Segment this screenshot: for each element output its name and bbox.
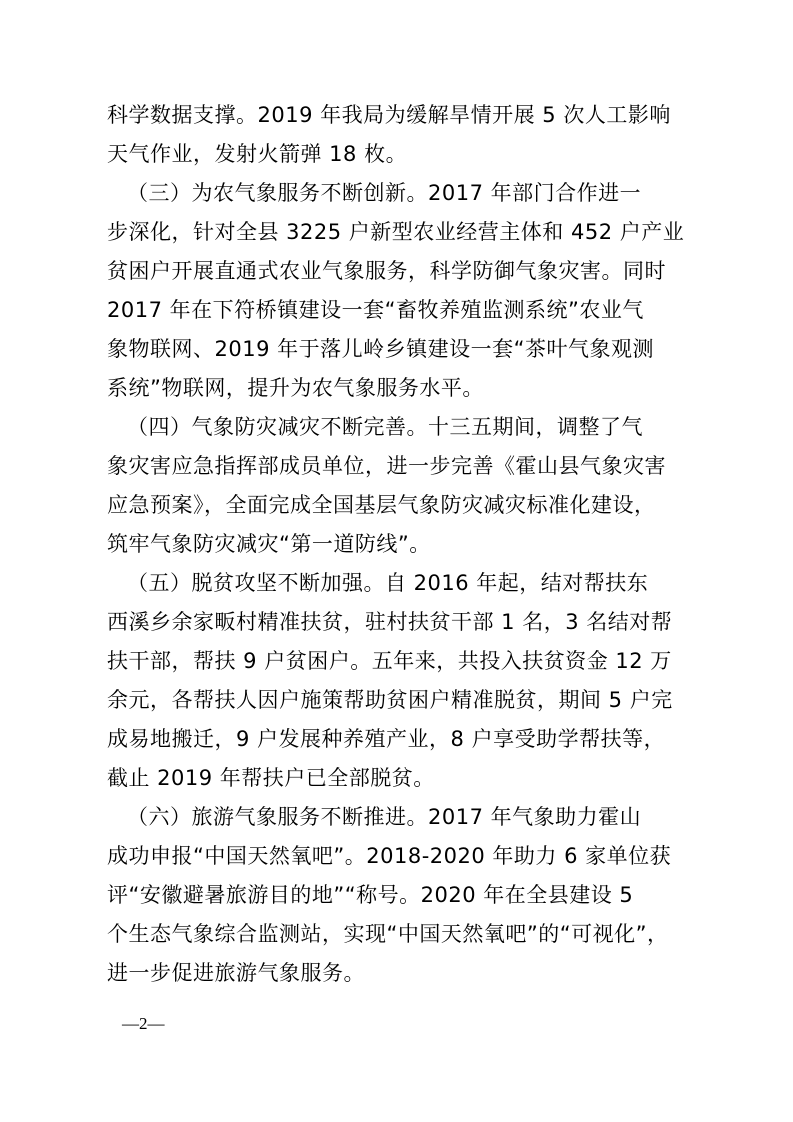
body-text-line: 应急预案》，全面完成全国基层气象防灾减灾标准化建设， <box>107 493 656 517</box>
body-text-line: 进一步促进旅游气象服务。 <box>107 961 365 985</box>
body-text-line: 天气作业，发射火箭弹 18 枚。 <box>107 142 408 166</box>
body-text-line: 余元，各帮扶人因户施策帮助贫困户精准脱贫，期间 5 户完 <box>107 688 673 712</box>
body-text-line: 象灾害应急指挥部成员单位，进一步完善《霍山县气象灾害 <box>107 454 666 478</box>
body-text-line: 系统”物联网，提升为农气象服务水平。 <box>107 376 484 400</box>
page-number: —2— <box>122 1014 165 1033</box>
body-text-line: 2017 年在下符桥镇建设一套“畜牧养殖监测系统”农业气 <box>107 298 644 322</box>
body-text-line: 筑牢气象防灾减灾“第一道防线”。 <box>107 532 431 556</box>
body-text-line: 步深化，针对全县 3225 户新型农业经营主体和 452 户产业 <box>107 220 685 244</box>
body-text-line: 西溪乡余家畈村精准扶贫，驻村扶贫干部 1 名，3 名结对帮 <box>107 610 673 634</box>
section-heading-line: （五）脱贫攻坚不断加强。自 2016 年起，结对帮扶东 <box>127 571 649 595</box>
body-text-line: 评“安徽避暑旅游目的地”“称号。2020 年在全县建设 5 <box>107 883 634 907</box>
section-heading-line: （六）旅游气象服务不断推进。2017 年气象助力霍山 <box>127 805 642 829</box>
body-text-line: 成易地搬迁，9 户发展种养殖产业，8 户享受助学帮扶等， <box>107 727 666 751</box>
body-text-line: 截止 2019 年帮扶户已全部脱贫。 <box>107 766 435 790</box>
body-text-line: 科学数据支撑。2019 年我局为缓解旱情开展 5 次人工影响 <box>107 103 671 127</box>
section-heading-line: （四）气象防灾减灾不断完善。十三五期间，调整了气 <box>127 415 643 439</box>
body-text-line: 个生态气象综合监测站，实现“中国天然氧吧”的“可视化”， <box>107 922 669 946</box>
body-text-line: 成功申报“中国天然氧吧”。2018-2020 年助力 6 家单位获 <box>107 844 672 868</box>
section-heading-line: （三）为农气象服务不断创新。2017 年部门合作进一 <box>127 181 642 205</box>
body-text-line: 扶干部，帮扶 9 户贫困户。五年来，共投入扶贫资金 12 万 <box>107 649 672 673</box>
body-text-line: 象物联网、2019 年于落儿岭乡镇建设一套“茶叶气象观测 <box>107 337 654 361</box>
body-text-line: 贫困户开展直通式农业气象服务，科学防御气象灾害。同时 <box>107 259 666 283</box>
